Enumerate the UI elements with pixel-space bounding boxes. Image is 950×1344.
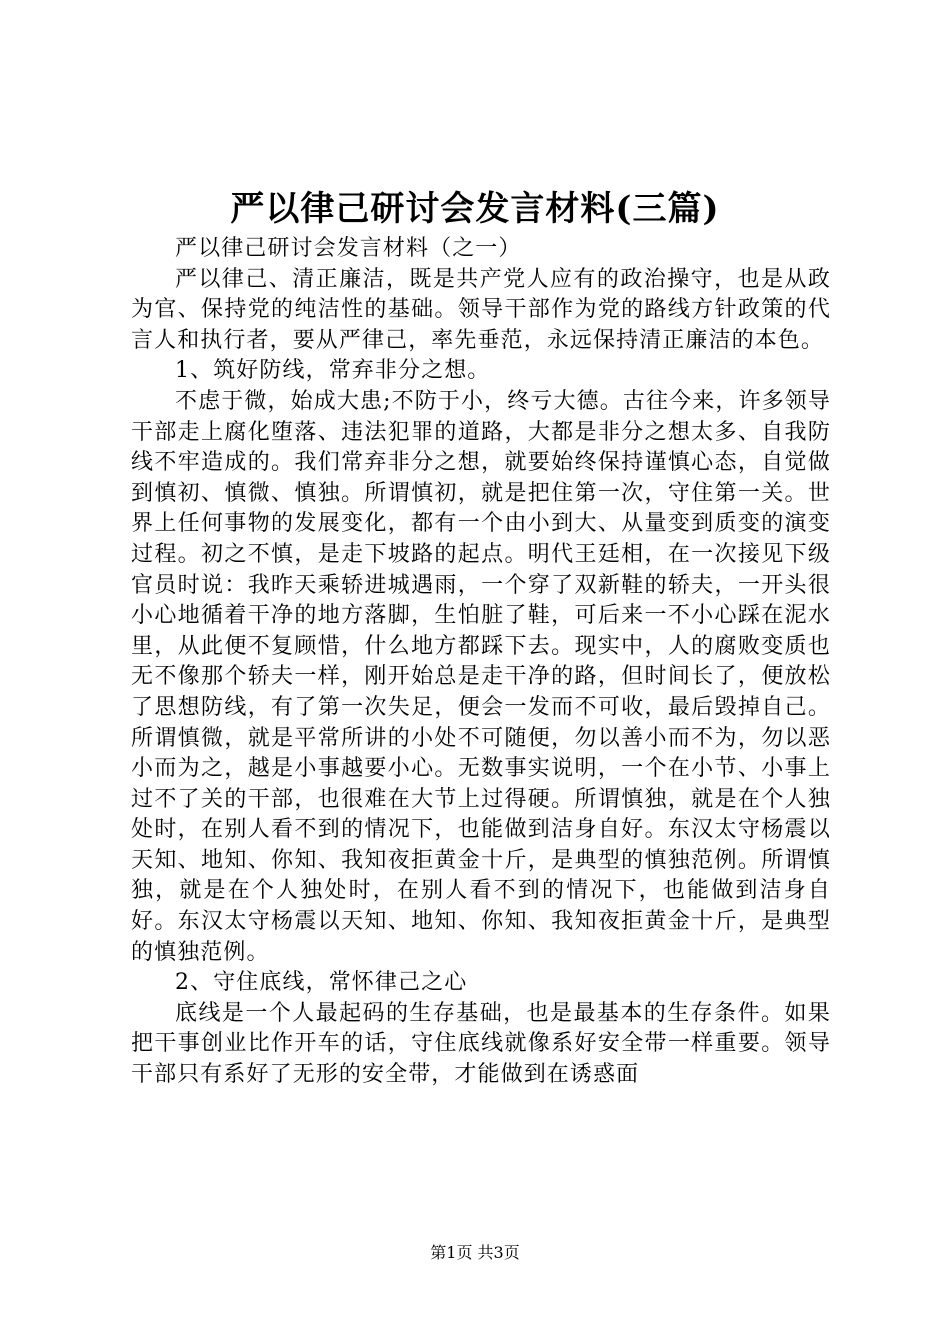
document-body	[131, 234, 831, 1091]
section-2-heading: 2、守住底线，常怀律己之心	[175, 970, 468, 996]
section-2-paragraph: 底线是一个人最起码的生存基础，也是最基本的生存条件。如果把干事创业比作开车的话，守住底线就像系好安全带一样重要。领导干部只有系好了无形的安全带，才能做到在诱惑面	[131, 1000, 831, 1088]
document-title: 严以律己研讨会发言材料(三篇)	[230, 189, 720, 229]
section-1-paragraph: 不虑于微，始成大患;不防于小，终亏大德。古往今来，许多领导干部走上腐化堕落、违法犯罪的道路，大都是非分之想太多、自我防线不牢造成的。我们常弃非分之想，就要始终保持谨慎心态，自觉做到慎初、慎微、慎独。所谓慎初，就是把住第一次，守住第一关。世界上任何事物的发展变化，都有一个由小到大、从量变到质变的演变过程。初之不慎，是走下坡路的起点。明代王廷相，在一次接见下级官员时说：我昨天乘轿进城遇雨，一个穿了双新鞋的轿夫，一开头很小心地循着干净的地方落脚，生怕脏了鞋，可后来一不小心踩在泥水里，从此便不复顾惜，什么地方都踩下去。现实中，人的腐败变质也无不像那个轿夫一样，刚开始总是走干净的路，但时间长了，便放松了思想防线，有了第一次失足，便会一发而不可收，最后毁掉自己。所谓慎微，就是平常所讲的小处不可随便，勿以善小而不为，勿以恶小而为之，越是小事越要小心。无数事实说明，一个在小节、小事上过不了关的干部，也很难在大节上过得硬。所谓慎独，就是在个人独处时，在别人看不到的情况下，也能做到洁身自好。东汉太守杨震以天知、地知、你知、我知夜拒黄金十斤，是典型的慎独范例。所谓慎独，就是在个人独处时，在别人看不到的情况下，也能做到洁身自好。东汉太守杨震以天知、地知、你知、我知夜拒黄金十斤，是典型的慎独范例。	[131, 388, 831, 965]
page-number-footer: 第1页 共3页	[430, 1243, 520, 1262]
document-subtitle: 严以律己研讨会发言材料（之一）	[175, 236, 522, 261]
section-1-heading: 1、筑好防线，常弃非分之想。	[175, 358, 491, 384]
intro-paragraph: 严以律己、清正廉洁，既是共产党人应有的政治操守，也是从政为官、保持党的纯洁性的基础。领导干部作为党的路线方针政策的代言人和执行者，要从严律己，率先垂范，永远保持清正廉洁的本色。	[131, 266, 831, 353]
